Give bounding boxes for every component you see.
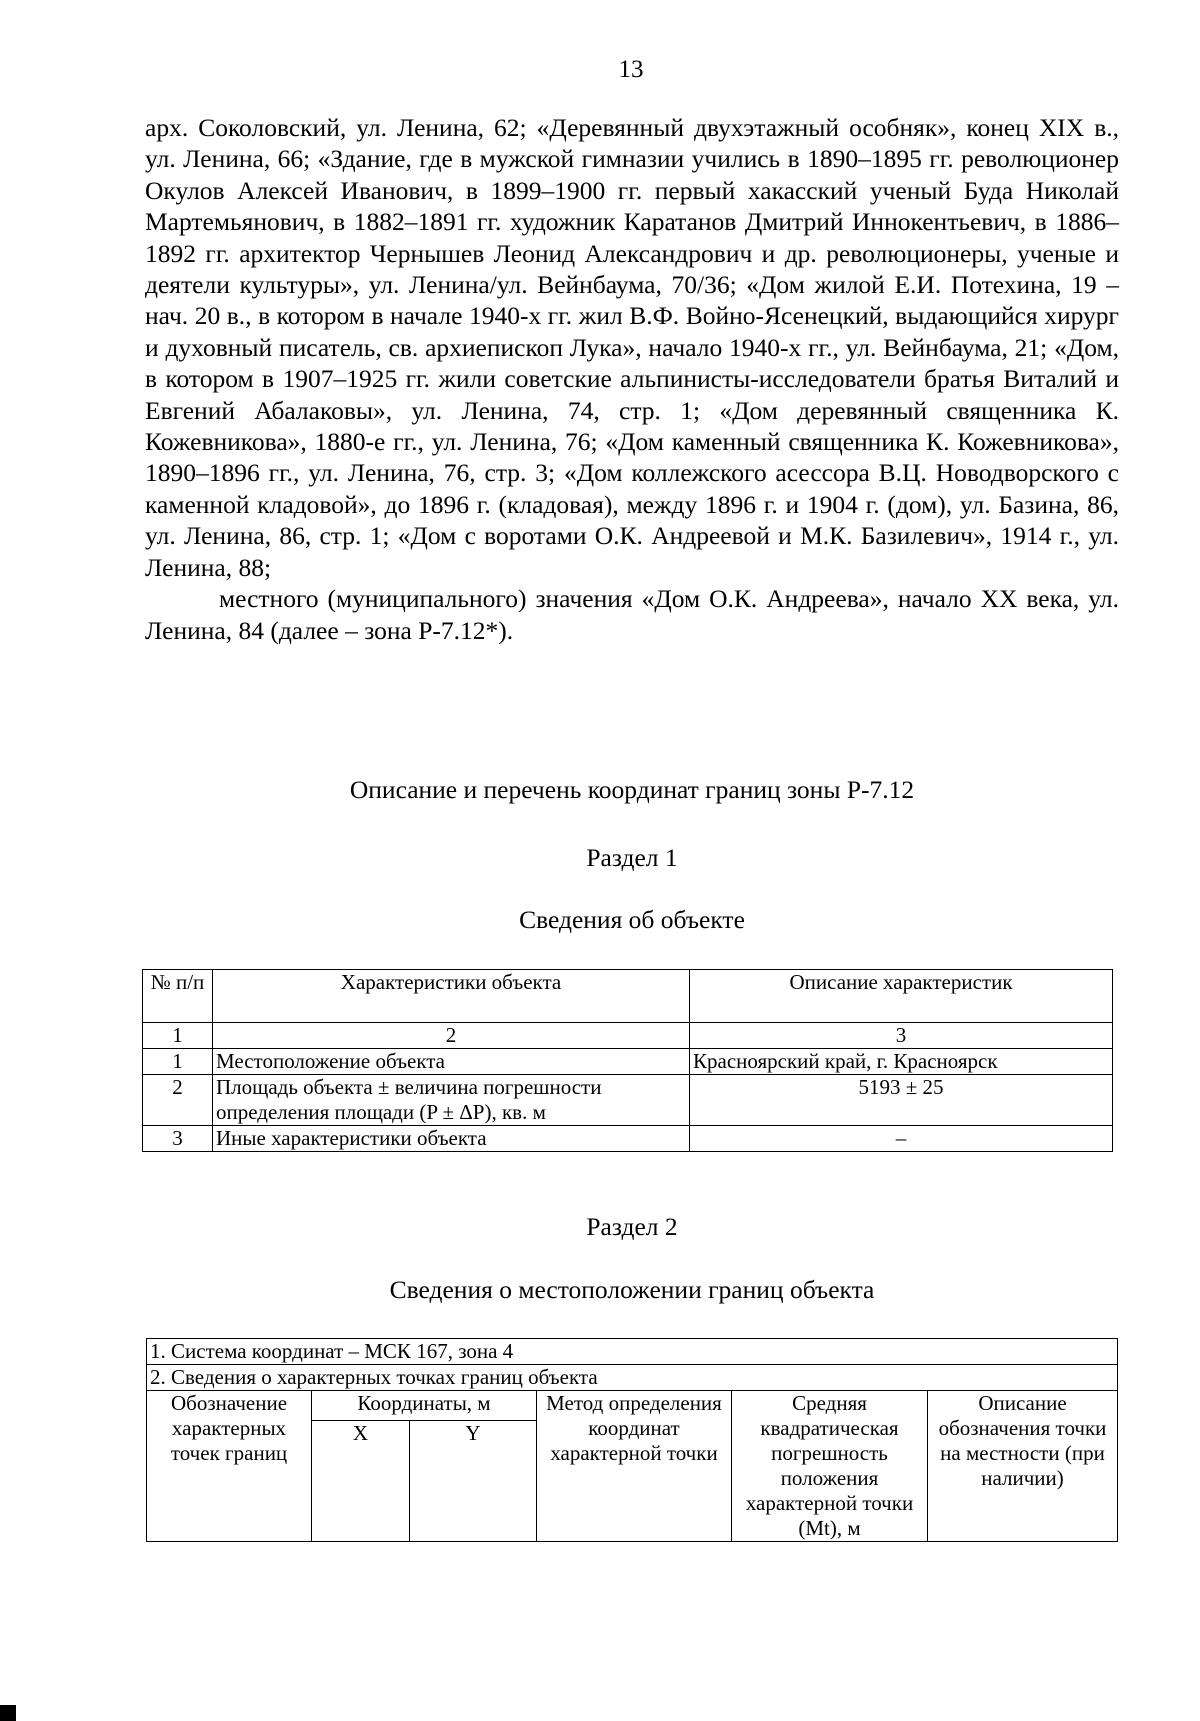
table-cell: 1 [143,1049,213,1075]
body-text [145,112,1119,646]
table-header-cell: Обозначение характерных точек границ [147,1391,312,1542]
coordinate-system-cell: 1. Система координат – МСК 167, зона 4 [147,1339,1118,1365]
section-2-title: Раздел 2 [586,1212,678,1241]
page-number: 13 [618,56,644,83]
scan-edge-mark [0,1705,16,1721]
table-header-cell: Характеристики объекта [213,970,690,1023]
table-header-cell: Y [410,1421,537,1542]
table-header-cell: Описание характеристик [690,970,1113,1023]
points-info-cell: 2. Сведения о характерных точках границ объекта [147,1365,1118,1391]
table-row [143,1075,1113,1126]
table-cell: – [690,1126,1113,1152]
table-header-row [143,970,1113,1023]
table-header-cell: Метод определения координат характерной точки [537,1391,732,1542]
section-2-subtitle: Сведения о местоположении границ объекта [389,1275,875,1304]
zone-heading: Описание и перечень координат границ зоны Р-7.12 [349,775,915,804]
table-numbering-row [143,1023,1113,1049]
table-cell: 2 [143,1075,213,1126]
paragraph: местного (муниципального) значения «Дом О.К. Андреева», начало XX века, ул. Ленина, 84 (далее – зона Р-7.12*). [145,584,1119,645]
table-header-cell: X [312,1421,410,1542]
table-row [143,1049,1113,1075]
table-cell: 3 [690,1023,1113,1049]
table-cell: 5193 ± 25 [690,1075,1113,1126]
table-header-row [147,1391,1118,1421]
boundary-points-table [146,1338,1118,1542]
table-row [147,1339,1118,1365]
table-row [147,1365,1118,1391]
table-header-cell: Средняя квадратическая погрешность положения характерной точки (Mt), м [732,1391,928,1542]
table-header-cell: Описание обозначения точки на местности (при наличии) [928,1391,1118,1542]
table-cell: Площадь объекта ± величина погрешности определения площади (P ± ΔP), кв. м [213,1075,690,1126]
table-cell: Местоположение объекта [213,1049,690,1075]
table-cell: 3 [143,1126,213,1152]
section-1-subtitle: Сведения об объекте [519,905,745,934]
table-cell: Красноярский край, г. Красноярск [690,1049,1113,1075]
table-header-cell: № п/п [143,970,213,1023]
table-cell: 2 [213,1023,690,1049]
table-header-cell: Координаты, м [312,1391,537,1421]
table-cell: 1 [143,1023,213,1049]
table-cell: Иные характеристики объекта [213,1126,690,1152]
object-info-table [142,969,1113,1152]
paragraph: арх. Соколовский, ул. Ленина, 62; «Деревянный двухэтажный особняк», конец XIX в., ул. Ленина, 66; «Здание, где в мужской гимназии учились в 1890–1895 гг. революционер Окулов Алексей Иванович, в 1899–1900 гг. первый хакасский ученый Буда Николай Мартемьянович, в 1882–1891 гг. художник Каратанов Дмитрий Иннокентьевич, в 1886–1892 гг. архитектор Чернышев Леонид Александрович и др. революционеры, ученые и деятели культуры», ул. Ленина/ул. Вейнбаума, 70/36; «Дом жилой Е.И. Потехина, 19 – нач. 20 в., в котором в начале 1940-х гг. жил В.Ф. Войно-Ясенецкий, выдающийся хирург и духовный писатель, св. архиепископ Лука», начало 1940-х гг., ул. Вейнбаума, 21; «Дом, в котором в 1907–1925 гг. жили советские альпинисты-исследователи братья Виталий и Евгений Абалаковы», ул. Ленина, 74, стр. 1; «Дом деревянный священника К. Кожевникова», 1880-е гг., ул. Ленина, 76; «Дом каменный священника К. Кожевникова», 1890–1896 гг., ул. Ленина, 76, стр. 3; «Дом коллежского асессора В.Ц. Новодворского с каменной кладовой», до 1896 г. (кладовая), между 1896 г. и 1904 г. (дом), ул. Базина, 86, ул. Ленина, 86, стр. 1; «Дом с воротами О.К. Андреевой и М.К. Базилевич», 1914 г., ул. Ленина, 88; [145,113,1119,582]
table-row [143,1126,1113,1152]
section-1-title: Раздел 1 [586,843,678,872]
